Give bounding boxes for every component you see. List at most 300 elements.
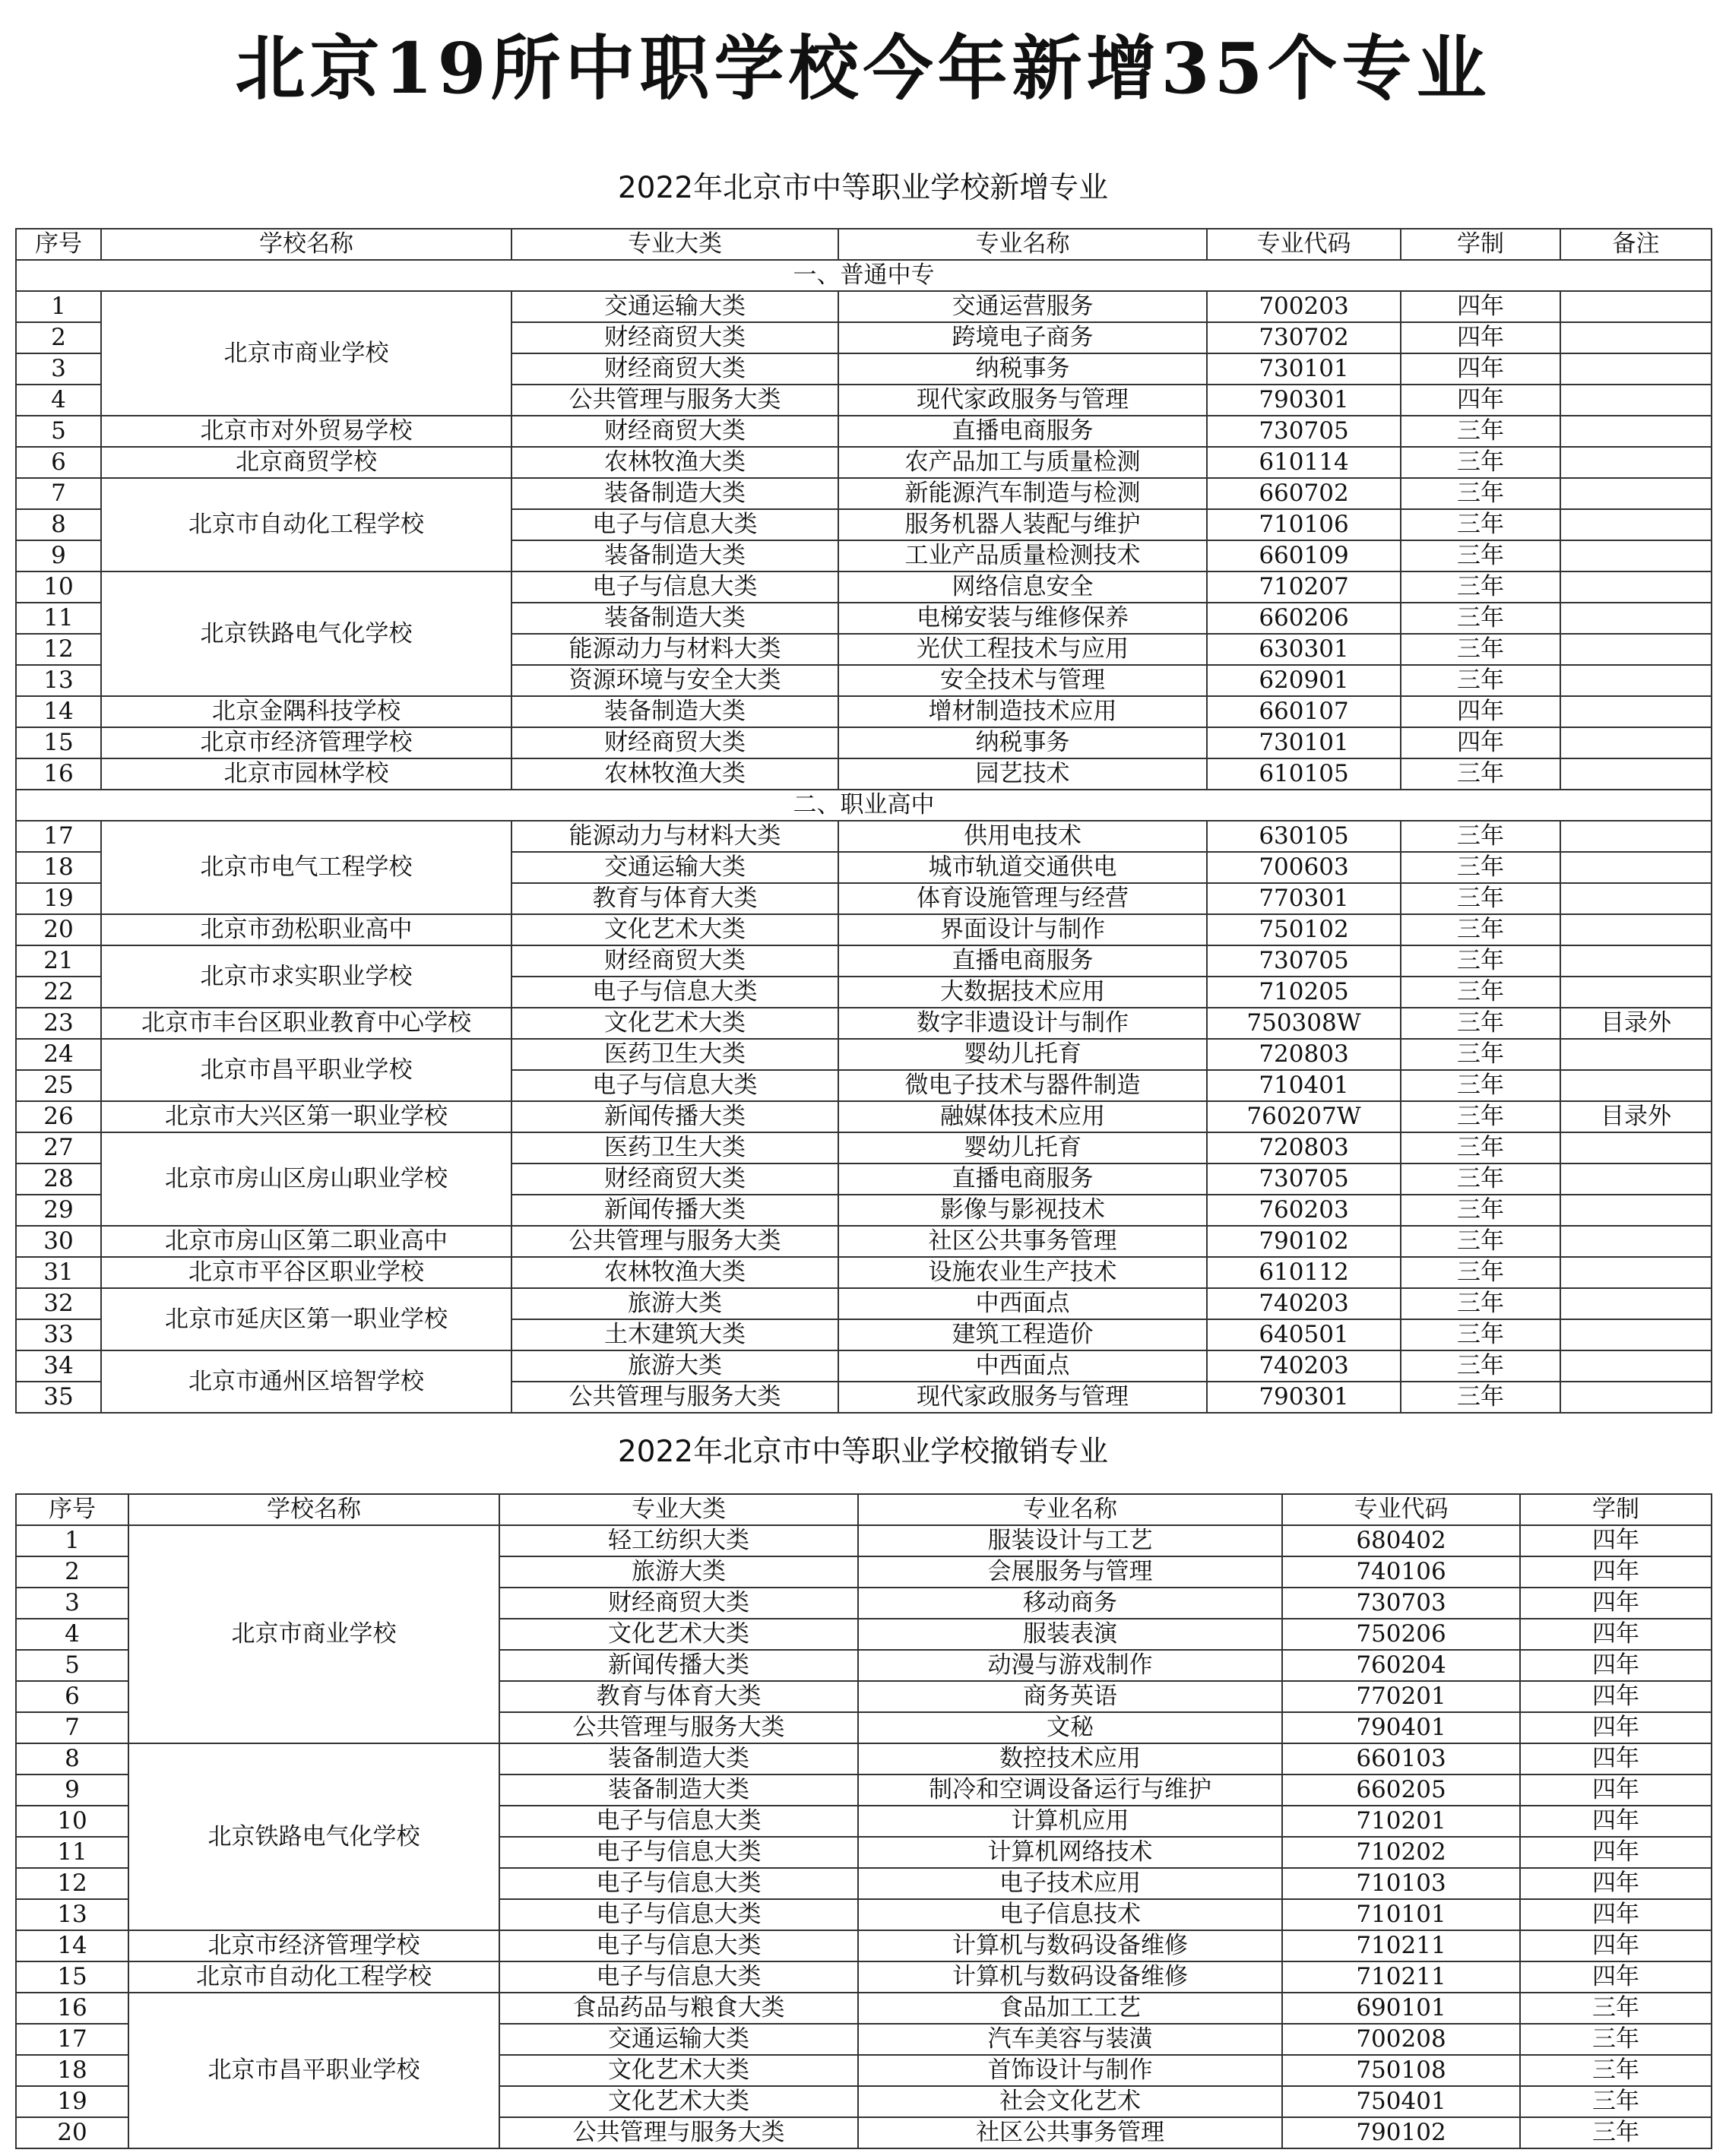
study-duration: 三年: [1401, 914, 1560, 945]
major-code: 710106: [1207, 509, 1401, 540]
remark: 目录外: [1560, 1008, 1712, 1039]
revoked-majors-table-title: 2022年北京市中等职业学校撤销专业: [617, 1435, 1109, 1469]
major-name: 建筑工程造价: [838, 1319, 1207, 1350]
major-category: 装备制造大类: [499, 1775, 858, 1806]
major-name: 中西面点: [838, 1350, 1207, 1382]
study-duration: 三年: [1520, 2024, 1712, 2055]
major-category: 财经商贸大类: [499, 1588, 858, 1619]
study-duration: 三年: [1401, 1195, 1560, 1226]
major-category: 电子与信息大类: [511, 571, 838, 603]
row-index: 6: [16, 1681, 128, 1712]
major-category: 教育与体育大类: [511, 883, 838, 914]
major-category: 公共管理与服务大类: [511, 385, 838, 416]
header-note: 备注: [1560, 229, 1712, 260]
study-duration: 四年: [1520, 1556, 1712, 1588]
major-name: 跨境电子商务: [838, 322, 1207, 353]
major-name: 社会文化艺术: [858, 2086, 1282, 2117]
row-index: 34: [16, 1350, 101, 1382]
major-code: 710401: [1207, 1070, 1401, 1101]
major-code: 730703: [1282, 1588, 1520, 1619]
study-duration: 四年: [1401, 322, 1560, 353]
major-category: 财经商贸大类: [511, 416, 838, 447]
row-index: 8: [16, 509, 101, 540]
school-name: 北京商贸学校: [101, 447, 511, 478]
study-duration: 三年: [1401, 1039, 1560, 1070]
major-name: 婴幼儿托育: [838, 1039, 1207, 1070]
major-name: 会展服务与管理: [858, 1556, 1282, 1588]
major-category: 轻工纺织大类: [499, 1525, 858, 1556]
school-name: 北京铁路电气化学校: [128, 1743, 499, 1930]
major-code: 720803: [1207, 1132, 1401, 1163]
table-row: [16, 1288, 1712, 1319]
row-index: 11: [16, 1837, 128, 1868]
major-name: 园艺技术: [838, 758, 1207, 790]
study-duration: 三年: [1401, 852, 1560, 883]
header-category: 专业大类: [499, 1494, 858, 1525]
row-index: 18: [16, 2055, 128, 2086]
remark: [1560, 603, 1712, 634]
study-duration: 四年: [1401, 727, 1560, 758]
major-name: 增材制造技术应用: [838, 696, 1207, 727]
study-duration: 四年: [1401, 353, 1560, 385]
major-code: 770301: [1207, 883, 1401, 914]
remark: [1560, 821, 1712, 852]
major-name: 服务机器人装配与维护: [838, 509, 1207, 540]
row-index: 14: [16, 1930, 128, 1961]
row-index: 22: [16, 977, 101, 1008]
row-index: 30: [16, 1226, 101, 1257]
row-index: 21: [16, 945, 101, 977]
major-code: 730705: [1207, 1163, 1401, 1195]
study-duration: 四年: [1520, 1525, 1712, 1556]
major-category: 电子与信息大类: [499, 1899, 858, 1930]
study-duration: 四年: [1520, 1681, 1712, 1712]
major-code: 730702: [1207, 322, 1401, 353]
study-duration: 三年: [1401, 665, 1560, 696]
row-index: 4: [16, 385, 101, 416]
school-name: 北京市园林学校: [101, 758, 511, 790]
row-index: 1: [16, 291, 101, 322]
row-index: 27: [16, 1132, 101, 1163]
remark: [1560, 353, 1712, 385]
major-code: 630105: [1207, 821, 1401, 852]
major-name: 商务英语: [858, 1681, 1282, 1712]
row-index: 19: [16, 883, 101, 914]
school-name: 北京市求实职业学校: [101, 945, 511, 1008]
major-name: 光伏工程技术与应用: [838, 634, 1207, 665]
table-row: [16, 478, 1712, 509]
major-category: 公共管理与服务大类: [511, 1226, 838, 1257]
row-index: 8: [16, 1743, 128, 1775]
major-name: 影像与影视技术: [838, 1195, 1207, 1226]
remark: [1560, 977, 1712, 1008]
school-name: 北京市大兴区第一职业学校: [101, 1101, 511, 1132]
major-category: 装备制造大类: [511, 540, 838, 571]
row-index: 16: [16, 1993, 128, 2024]
row-index: 7: [16, 478, 101, 509]
study-duration: 三年: [1401, 1226, 1560, 1257]
major-code: 620901: [1207, 665, 1401, 696]
study-duration: 三年: [1401, 416, 1560, 447]
major-code: 710101: [1282, 1899, 1520, 1930]
row-index: 16: [16, 758, 101, 790]
table-row: [16, 1132, 1712, 1163]
study-duration: 三年: [1401, 571, 1560, 603]
major-category: 财经商贸大类: [511, 945, 838, 977]
major-category: 文化艺术大类: [499, 2055, 858, 2086]
row-index: 9: [16, 540, 101, 571]
major-code: 730705: [1207, 416, 1401, 447]
header-code: 专业代码: [1207, 229, 1401, 260]
major-code: 740106: [1282, 1556, 1520, 1588]
row-index: 12: [16, 1868, 128, 1899]
table-row: [16, 945, 1712, 977]
row-index: 5: [16, 1650, 128, 1681]
major-code: 720803: [1207, 1039, 1401, 1070]
study-duration: 三年: [1401, 1382, 1560, 1413]
study-duration: 四年: [1520, 1619, 1712, 1650]
major-category: 装备制造大类: [499, 1743, 858, 1775]
major-code: 690101: [1282, 1993, 1520, 2024]
major-code: 790301: [1207, 385, 1401, 416]
table-row: [16, 1039, 1712, 1070]
major-name: 数控技术应用: [858, 1743, 1282, 1775]
study-duration: 四年: [1520, 1743, 1712, 1775]
major-name: 电梯安装与维修保养: [838, 603, 1207, 634]
major-category: 交通运输大类: [511, 852, 838, 883]
study-duration: 三年: [1401, 945, 1560, 977]
major-category: 公共管理与服务大类: [511, 1382, 838, 1413]
revoked-table-header-row: [16, 1494, 1712, 1525]
major-category: 旅游大类: [511, 1350, 838, 1382]
major-category: 旅游大类: [511, 1288, 838, 1319]
major-category: 食品药品与粮食大类: [499, 1993, 858, 2024]
table-row: [16, 821, 1712, 852]
row-index: 18: [16, 852, 101, 883]
remark: [1560, 1350, 1712, 1382]
school-name: 北京市延庆区第一职业学校: [101, 1288, 511, 1350]
study-duration: 三年: [1401, 509, 1560, 540]
remark: [1560, 883, 1712, 914]
major-category: 电子与信息大类: [511, 1070, 838, 1101]
school-name: 北京市劲松职业高中: [101, 914, 511, 945]
major-code: 660206: [1207, 603, 1401, 634]
major-name: 界面设计与制作: [838, 914, 1207, 945]
major-name: 服装设计与工艺: [858, 1525, 1282, 1556]
major-name: 食品加工工艺: [858, 1993, 1282, 2024]
row-index: 2: [16, 1556, 128, 1588]
header-duration: 学制: [1520, 1494, 1712, 1525]
major-name: 制冷和空调设备运行与维护: [858, 1775, 1282, 1806]
row-index: 14: [16, 696, 101, 727]
row-index: 1: [16, 1525, 128, 1556]
row-index: 2: [16, 322, 101, 353]
page-title: 北京19所中职学校今年新增35个专业: [235, 27, 1491, 109]
table-row: [16, 1008, 1712, 1039]
major-category: 新闻传播大类: [499, 1650, 858, 1681]
major-category: 财经商贸大类: [511, 353, 838, 385]
major-category: 电子与信息大类: [511, 509, 838, 540]
study-duration: 三年: [1520, 2055, 1712, 2086]
row-index: 35: [16, 1382, 101, 1413]
major-code: 750108: [1282, 2055, 1520, 2086]
row-index: 13: [16, 665, 101, 696]
major-name: 融媒体技术应用: [838, 1101, 1207, 1132]
study-duration: 三年: [1401, 1319, 1560, 1350]
major-code: 730705: [1207, 945, 1401, 977]
major-category: 公共管理与服务大类: [499, 2117, 858, 2148]
remark: [1560, 447, 1712, 478]
row-index: 3: [16, 353, 101, 385]
revoked-majors-table: [15, 1493, 1712, 2149]
school-name: 北京市房山区房山职业学校: [101, 1132, 511, 1226]
row-index: 24: [16, 1039, 101, 1070]
major-code: 790301: [1207, 1382, 1401, 1413]
row-index: 31: [16, 1257, 101, 1288]
section-label: 二、职业高中: [16, 790, 1712, 821]
remark: [1560, 1288, 1712, 1319]
remark: [1560, 696, 1712, 727]
major-code: 610114: [1207, 447, 1401, 478]
study-duration: 四年: [1520, 1712, 1712, 1743]
study-duration: 三年: [1520, 2117, 1712, 2148]
header-index: 序号: [16, 1494, 128, 1525]
major-category: 教育与体育大类: [499, 1681, 858, 1712]
revoked-table-body: [16, 1525, 1712, 2148]
table-row: [16, 1226, 1712, 1257]
major-code: 640501: [1207, 1319, 1401, 1350]
study-duration: 三年: [1401, 1070, 1560, 1101]
major-name: 汽车美容与装潢: [858, 2024, 1282, 2055]
major-category: 新闻传播大类: [511, 1101, 838, 1132]
school-name: 北京市商业学校: [128, 1525, 499, 1743]
major-code: 740203: [1207, 1350, 1401, 1382]
major-category: 公共管理与服务大类: [499, 1712, 858, 1743]
major-code: 700603: [1207, 852, 1401, 883]
major-name: 直播电商服务: [838, 945, 1207, 977]
major-name: 设施农业生产技术: [838, 1257, 1207, 1288]
remark: [1560, 665, 1712, 696]
major-code: 710211: [1282, 1961, 1520, 1993]
major-category: 电子与信息大类: [511, 977, 838, 1008]
study-duration: 三年: [1520, 2086, 1712, 2117]
major-code: 710205: [1207, 977, 1401, 1008]
major-code: 660109: [1207, 540, 1401, 571]
table-row: [16, 1101, 1712, 1132]
major-name: 体育设施管理与经营: [838, 883, 1207, 914]
major-code: 710211: [1282, 1930, 1520, 1961]
major-category: 能源动力与材料大类: [511, 821, 838, 852]
table-row: [16, 1257, 1712, 1288]
school-name: 北京市房山区第二职业高中: [101, 1226, 511, 1257]
school-name: 北京市商业学校: [101, 291, 511, 416]
major-code: 790102: [1207, 1226, 1401, 1257]
major-category: 农林牧渔大类: [511, 1257, 838, 1288]
major-category: 医药卫生大类: [511, 1132, 838, 1163]
section-label: 一、普通中专: [16, 260, 1712, 291]
major-name: 首饰设计与制作: [858, 2055, 1282, 2086]
major-name: 现代家政服务与管理: [838, 385, 1207, 416]
row-index: 26: [16, 1101, 101, 1132]
study-duration: 三年: [1401, 1163, 1560, 1195]
row-index: 17: [16, 821, 101, 852]
row-index: 12: [16, 634, 101, 665]
major-name: 移动商务: [858, 1588, 1282, 1619]
major-code: 710202: [1282, 1837, 1520, 1868]
study-duration: 四年: [1520, 1930, 1712, 1961]
study-duration: 四年: [1520, 1775, 1712, 1806]
row-index: 13: [16, 1899, 128, 1930]
remark: [1560, 416, 1712, 447]
major-name: 直播电商服务: [838, 416, 1207, 447]
school-name: 北京市经济管理学校: [101, 727, 511, 758]
major-category: 能源动力与材料大类: [511, 634, 838, 665]
row-index: 11: [16, 603, 101, 634]
row-index: 29: [16, 1195, 101, 1226]
table-row: [16, 291, 1712, 322]
table-row: [16, 416, 1712, 447]
major-code: 750206: [1282, 1619, 1520, 1650]
remark: [1560, 478, 1712, 509]
major-name: 农产品加工与质量检测: [838, 447, 1207, 478]
table-row: [16, 727, 1712, 758]
major-category: 文化艺术大类: [511, 914, 838, 945]
row-index: 6: [16, 447, 101, 478]
remark: [1560, 1382, 1712, 1413]
remark: 目录外: [1560, 1101, 1712, 1132]
major-name: 电子信息技术: [858, 1899, 1282, 1930]
remark: [1560, 322, 1712, 353]
header-school: 学校名称: [128, 1494, 499, 1525]
school-name: 北京市自动化工程学校: [128, 1961, 499, 1993]
major-code: 750102: [1207, 914, 1401, 945]
added-majors-table: [15, 228, 1712, 1414]
school-name: 北京市昌平职业学校: [101, 1039, 511, 1101]
study-duration: 四年: [1520, 1961, 1712, 1993]
study-duration: 四年: [1401, 291, 1560, 322]
major-category: 电子与信息大类: [499, 1837, 858, 1868]
table-row: [16, 1961, 1712, 1993]
major-code: 700208: [1282, 2024, 1520, 2055]
major-name: 城市轨道交通供电: [838, 852, 1207, 883]
table-row: [16, 1743, 1712, 1775]
header-major: 专业名称: [858, 1494, 1282, 1525]
study-duration: 四年: [1401, 696, 1560, 727]
header-duration: 学制: [1401, 229, 1560, 260]
major-category: 电子与信息大类: [499, 1961, 858, 1993]
major-code: 610105: [1207, 758, 1401, 790]
row-index: 20: [16, 914, 101, 945]
row-index: 20: [16, 2117, 128, 2148]
major-name: 数字非遗设计与制作: [838, 1008, 1207, 1039]
major-category: 新闻传播大类: [511, 1195, 838, 1226]
major-category: 财经商贸大类: [511, 322, 838, 353]
major-name: 新能源汽车制造与检测: [838, 478, 1207, 509]
added-table-header-row: [16, 229, 1712, 260]
remark: [1560, 1257, 1712, 1288]
major-name: 纳税事务: [838, 353, 1207, 385]
school-name: 北京铁路电气化学校: [101, 571, 511, 696]
major-name: 安全技术与管理: [838, 665, 1207, 696]
added-majors-table-title: 2022年北京市中等职业学校新增专业: [617, 171, 1109, 205]
remark: [1560, 385, 1712, 416]
major-name: 交通运营服务: [838, 291, 1207, 322]
section-row: [16, 260, 1712, 291]
major-category: 交通运输大类: [511, 291, 838, 322]
major-code: 760204: [1282, 1650, 1520, 1681]
remark: [1560, 1195, 1712, 1226]
major-name: 大数据技术应用: [838, 977, 1207, 1008]
row-index: 10: [16, 1806, 128, 1837]
major-category: 交通运输大类: [499, 2024, 858, 2055]
table-row: [16, 914, 1712, 945]
major-code: 630301: [1207, 634, 1401, 665]
school-name: 北京市平谷区职业学校: [101, 1257, 511, 1288]
remark: [1560, 1070, 1712, 1101]
study-duration: 三年: [1401, 478, 1560, 509]
major-name: 工业产品质量检测技术: [838, 540, 1207, 571]
study-duration: 四年: [1520, 1806, 1712, 1837]
major-code: 790102: [1282, 2117, 1520, 2148]
row-index: 10: [16, 571, 101, 603]
major-code: 730101: [1207, 353, 1401, 385]
major-code: 760203: [1207, 1195, 1401, 1226]
remark: [1560, 571, 1712, 603]
major-name: 现代家政服务与管理: [838, 1382, 1207, 1413]
major-category: 文化艺术大类: [511, 1008, 838, 1039]
table-row: [16, 1993, 1712, 2024]
study-duration: 三年: [1401, 603, 1560, 634]
major-category: 旅游大类: [499, 1556, 858, 1588]
row-index: 5: [16, 416, 101, 447]
major-code: 700203: [1207, 291, 1401, 322]
major-category: 装备制造大类: [511, 696, 838, 727]
major-name: 直播电商服务: [838, 1163, 1207, 1195]
major-name: 电子技术应用: [858, 1868, 1282, 1899]
major-code: 710201: [1282, 1806, 1520, 1837]
study-duration: 四年: [1520, 1899, 1712, 1930]
added-table-body: [16, 260, 1712, 1413]
study-duration: 四年: [1520, 1650, 1712, 1681]
study-duration: 三年: [1401, 758, 1560, 790]
major-code: 680402: [1282, 1525, 1520, 1556]
remark: [1560, 945, 1712, 977]
major-category: 医药卫生大类: [511, 1039, 838, 1070]
table-row: [16, 571, 1712, 603]
major-name: 动漫与游戏制作: [858, 1650, 1282, 1681]
major-category: 电子与信息大类: [499, 1868, 858, 1899]
school-name: 北京市丰台区职业教育中心学校: [101, 1008, 511, 1039]
table-row: [16, 1930, 1712, 1961]
school-name: 北京金隅科技学校: [101, 696, 511, 727]
row-index: 28: [16, 1163, 101, 1195]
remark: [1560, 914, 1712, 945]
study-duration: 三年: [1401, 447, 1560, 478]
major-code: 660702: [1207, 478, 1401, 509]
remark: [1560, 509, 1712, 540]
row-index: 9: [16, 1775, 128, 1806]
major-code: 610112: [1207, 1257, 1401, 1288]
major-code: 660205: [1282, 1775, 1520, 1806]
major-code: 760207W: [1207, 1101, 1401, 1132]
study-duration: 四年: [1520, 1588, 1712, 1619]
school-name: 北京市经济管理学校: [128, 1930, 499, 1961]
major-category: 文化艺术大类: [499, 1619, 858, 1650]
major-code: 770201: [1282, 1681, 1520, 1712]
row-index: 23: [16, 1008, 101, 1039]
study-duration: 三年: [1401, 634, 1560, 665]
row-index: 4: [16, 1619, 128, 1650]
